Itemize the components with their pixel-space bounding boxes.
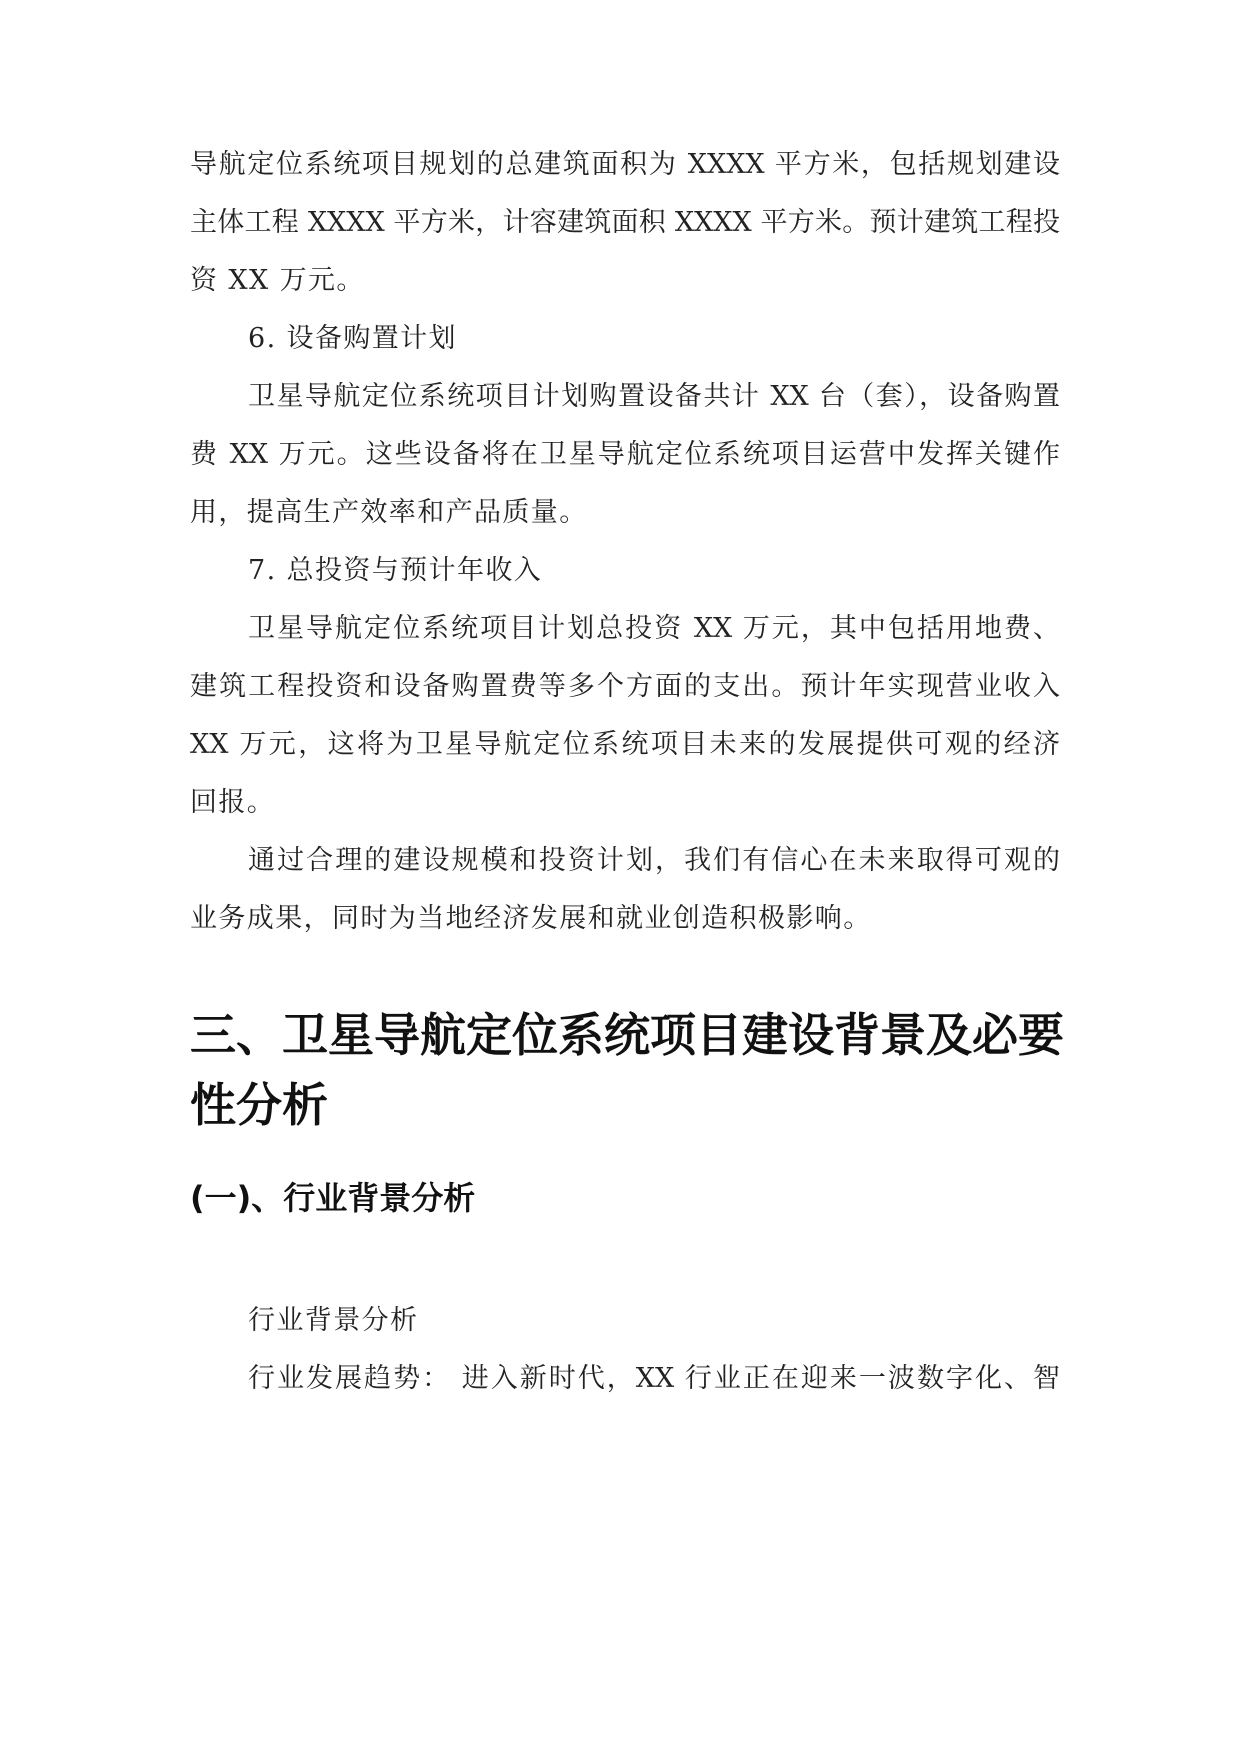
paragraph-line: XX 万元，这将为卫星导航定位系统项目未来的发展提供可观的经济: [190, 729, 1060, 760]
item-heading: 6. 设备购置计划: [248, 323, 457, 354]
paragraph-line: 卫星导航定位系统项目计划总投资 XX 万元，其中包括用地费、: [248, 613, 1060, 644]
paragraph-line: 费 XX 万元。这些设备将在卫星导航定位系统项目运营中发挥关键作: [190, 439, 1060, 470]
paragraph-line: 行业发展趋势： 进入新时代，XX 行业正在迎来一波数字化、智: [248, 1363, 1060, 1394]
section-title: 三、卫星导航定位系统项目建设背景及必要: [190, 1008, 1064, 1062]
paragraph-line: 回报。: [190, 787, 276, 818]
paragraph-line: 用，提高生产效率和产品质量。: [190, 497, 588, 528]
item-heading: 7. 总投资与预计年收入: [248, 555, 543, 586]
paragraph-line: 业务成果，同时为当地经济发展和就业创造积极影响。: [190, 903, 872, 934]
subsection-title: (一)、行业背景分析: [190, 1179, 476, 1217]
paragraph-line: 资 XX 万元。: [190, 265, 365, 296]
paragraph-line: 通过合理的建设规模和投资计划，我们有信心在未来取得可观的: [248, 845, 1060, 876]
paragraph-line: 导航定位系统项目规划的总建筑面积为 XXXX 平方米，包括规划建设: [190, 149, 1060, 180]
paragraph-line: 行业背景分析: [248, 1305, 419, 1336]
paragraph-line: 主体工程 XXXX 平方米，计容建筑面积 XXXX 平方米。预计建筑工程投: [190, 207, 1060, 238]
section-title: 性分析: [190, 1078, 328, 1132]
paragraph-line: 卫星导航定位系统项目计划购置设备共计 XX 台（套），设备购置: [248, 381, 1060, 412]
paragraph-line: 建筑工程投资和设备购置费等多个方面的支出。预计年实现营业收入: [190, 671, 1060, 702]
